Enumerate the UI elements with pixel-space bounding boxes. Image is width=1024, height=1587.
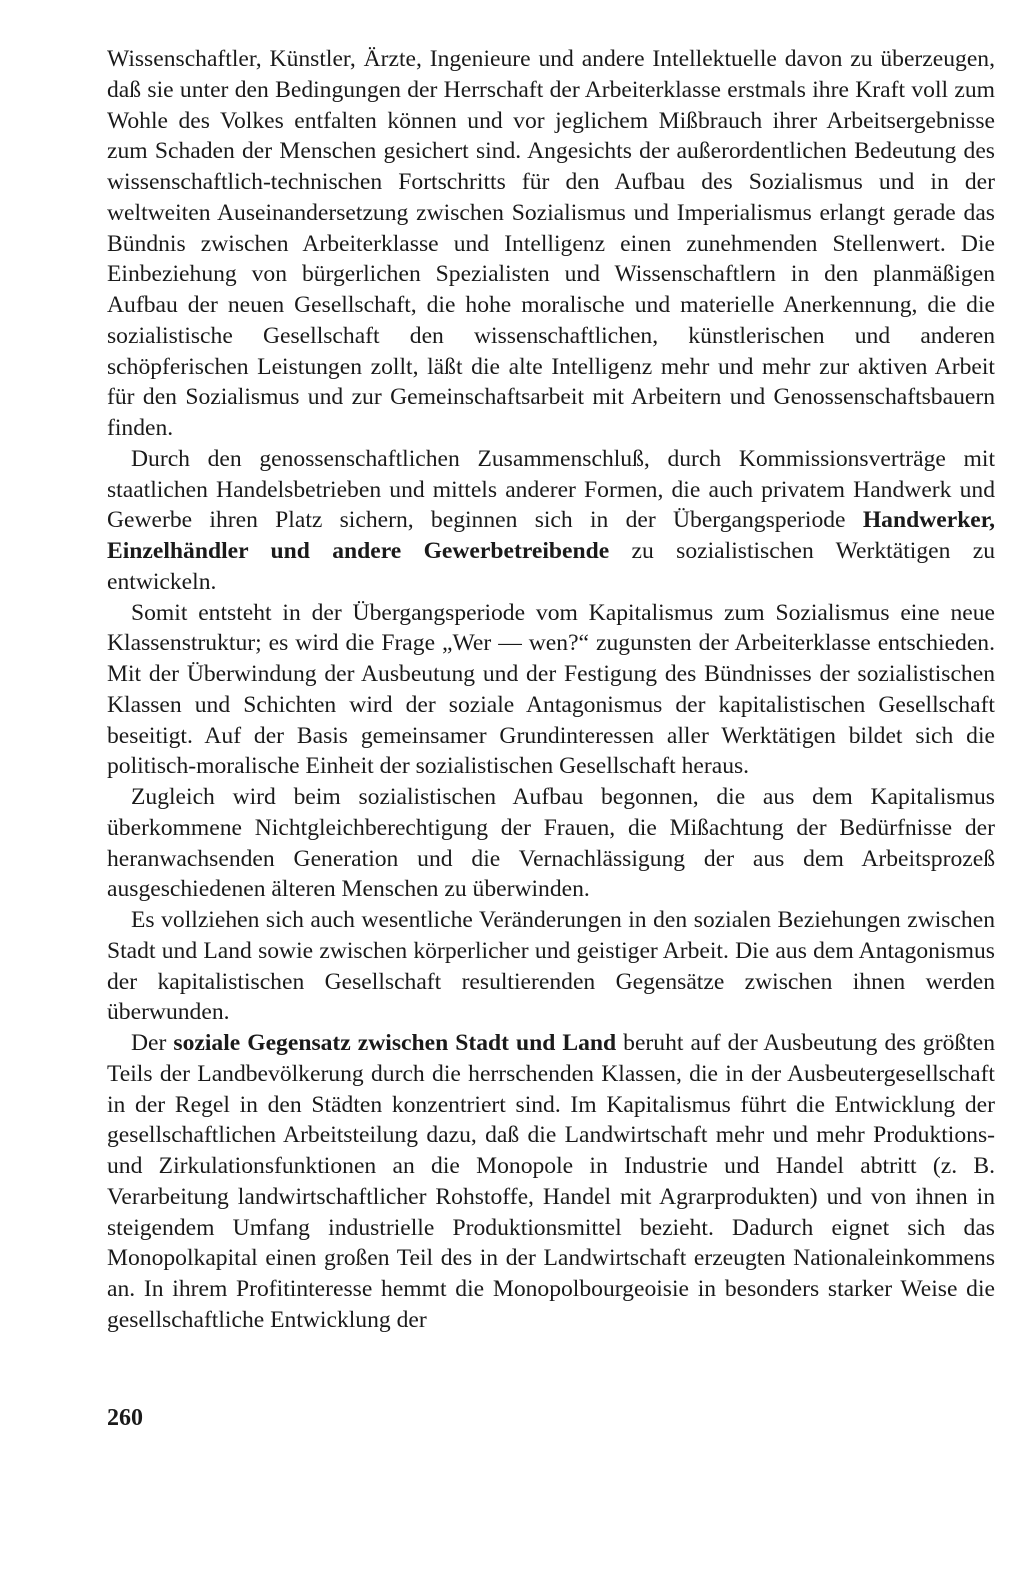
paragraph-6-bold-term: soziale Gegensatz zwischen Stadt und Land bbox=[173, 1030, 617, 1056]
paragraph-2-text-b: zu sozialistischen Werktätigen zu entwickeln. bbox=[107, 538, 995, 595]
paragraph-3 bbox=[107, 598, 995, 783]
paragraph-4 bbox=[107, 782, 995, 905]
page-number: 260 bbox=[107, 1405, 143, 1431]
paragraph-1-text: Wissenschaftler, Künstler, Ärzte, Ingenieure und andere Intellektuelle davon zu überzeugen, daß sie unter den Bedingungen der Herrschaft der Arbeiterklasse erstmals ihre Kraft voll zum Wohle des Volkes entfalten können und vor jeglichem Mißbrauch ihrer Arbeitsergebnisse zum Schaden der Menschen gesichert sind. Angesichts der außerordentlichen Bedeutung des wissenschaftlich-technischen Fortschritts für den Aufbau des Sozialismus und in der weltweiten Auseinandersetzung zwischen Sozialismus und Imperialismus erlangt gerade das Bündnis zwischen Arbeiterklasse und Intelligenz einen zunehmenden Stellenwert. Die Einbeziehung von bürgerlichen Spezialisten und Wissenschaftlern in den planmäßigen Aufbau der neuen Gesellschaft, die hohe moralische und materielle Anerkennung, die die sozialistische Gesellschaft den wissenschaftlichen, künstlerischen und anderen schöpferischen Leistungen zollt, läßt die alte Intelligenz mehr und mehr zur aktiven Arbeit für den Sozialismus und zur Gemeinschaftsarbeit mit Arbeitern und Genossenschaftsbauern finden. bbox=[107, 46, 995, 441]
paragraph-5-text: Es vollziehen sich auch wesentliche Veränderungen in den sozialen Beziehungen zwischen Stadt und Land sowie zwischen körperlicher und geistiger Arbeit. Die aus dem Antagonismus der kapitalistischen Gesellschaft resultierenden Gegensätze zwischen ihnen werden überwunden. bbox=[107, 907, 995, 1026]
paragraph-2-bold-term: Handwerker, Einzelhändler und andere Gewerbetreibende bbox=[107, 507, 995, 564]
paragraph-6 bbox=[107, 1028, 995, 1336]
paragraph-6-text-a: Der bbox=[131, 1030, 174, 1056]
paragraph-2 bbox=[107, 444, 995, 598]
paragraph-3-text: Somit entsteht in der Übergangsperiode vom Kapitalismus zum Sozialismus eine neue Klassenstruktur; es wird die Frage „Wer — wen?“ zugunsten der Arbeiterklasse entschieden. Mit der Überwindung der Ausbeutung und der Festigung des Bündnisses der sozialistischen Klassen und Schichten wird der soziale Antagonismus der kapitalistischen Gesellschaft beseitigt. Auf der Basis gemeinsamer Grundinteressen aller Werktätigen bildet sich die politisch-moralische Einheit der sozialistischen Gesellschaft heraus. bbox=[107, 599, 995, 780]
page-body bbox=[107, 44, 995, 1336]
paragraph-1 bbox=[107, 44, 995, 444]
paragraph-5 bbox=[107, 905, 995, 1028]
paragraph-6-text-b: beruht auf der Ausbeutung des größten Teils der Landbevölkerung durch die herrschenden Klassen, die in der Ausbeutergesellschaft in der Regel in den Städten konzentriert sind. Im Kapitalismus führt die Entwicklung der gesellschaftlichen Arbeitsteilung dazu, daß die Landwirtschaft mehr und mehr Produktions- und Zirkulationsfunktionen an die Monopole in Industrie und Handel abtritt (z. B. Verarbeitung landwirtschaftlicher Rohstoffe, Handel mit Agrarprodukten) und von ihnen in steigendem Umfang industrielle Produktionsmittel bezieht. Dadurch eignet sich das Monopolkapital einen großen Teil des in der Landwirtschaft erzeugten Nationaleinkommens an. In ihrem Profitinteresse hemmt die Monopolbourgeoisie in besonders starker Weise die gesellschaftliche Entwicklung der bbox=[107, 1030, 995, 1333]
paragraph-2-text-a: Durch den genossenschaftlichen Zusammenschluß, durch Kommissionsverträge mit staatlichen Handelsbetrieben und mittels anderer Formen, die auch privatem Handwerk und Gewerbe ihren Platz sichern, beginnen sich in der Übergangsperiode bbox=[107, 445, 995, 534]
paragraph-4-text: Zugleich wird beim sozialistischen Aufbau begonnen, die aus dem Kapitalismus überkommene Nichtgleichberechtigung der Frauen, die Mißachtung der Bedürfnisse der heranwachsenden Generation und die Vernachlässigung der aus dem Arbeitsprozeß ausgeschiedenen älteren Menschen zu überwinden. bbox=[107, 784, 995, 903]
